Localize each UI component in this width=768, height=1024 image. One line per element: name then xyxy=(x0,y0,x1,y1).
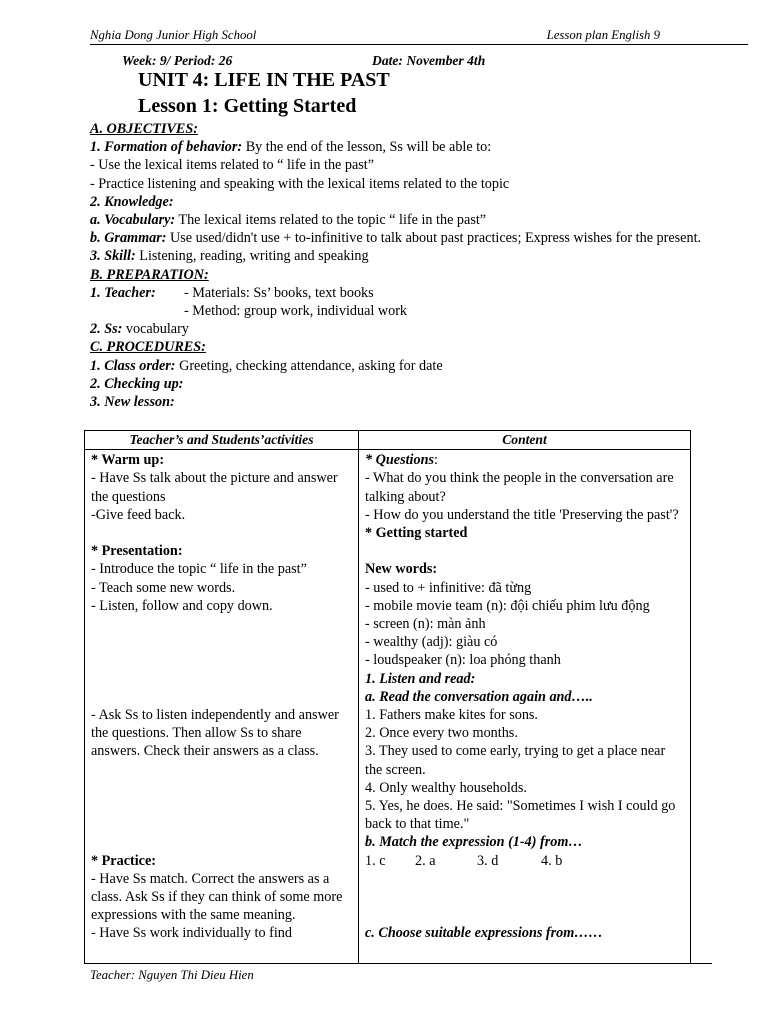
presentation-label: * Presentation: xyxy=(91,543,183,560)
behavior-text: By the end of the lesson, Ss will be able to: xyxy=(242,139,492,156)
new-word-3: - screen (n): màn ảnh xyxy=(365,616,486,633)
answer-4: 4. Only wealthy households. xyxy=(365,779,527,796)
new-lesson-label: 3. New lesson: xyxy=(90,394,175,411)
question-1: - What do you think the people in the conversation are talking about? xyxy=(365,470,674,505)
vocabulary-line xyxy=(90,211,722,229)
new-word-4: - wealthy (adj): giàu có xyxy=(365,634,498,651)
ss-prep-line xyxy=(90,320,722,338)
spacer xyxy=(365,870,685,888)
spacer xyxy=(91,651,353,669)
lesson-date: Date: November 4th xyxy=(372,53,486,68)
col-content-header: Content xyxy=(359,431,691,450)
answer-2: 2. Once every two months. xyxy=(365,725,518,742)
skill-line xyxy=(90,247,722,265)
questions-colon: : xyxy=(433,452,438,469)
answer-3: 3. They used to come early, trying to get a place near the screen. xyxy=(365,743,666,778)
new-word-1: - used to + infinitive: đã từng xyxy=(365,579,532,596)
spacer xyxy=(91,524,353,542)
spacer xyxy=(91,815,353,833)
class-order-label: 1. Class order: xyxy=(90,357,176,374)
skill-text: Listening, reading, writing and speaking xyxy=(135,248,369,265)
presentation-item-4: - Ask Ss to listen independently and answer the questions. Then allow Ss to share answers. Check their answers as a class. xyxy=(91,706,339,760)
table-header-row xyxy=(85,431,691,450)
col-activities-header: Teacher’s and Students’activities xyxy=(85,431,359,450)
presentation-item-2: - Teach some new words. xyxy=(91,579,236,596)
practice-item-2: - Have Ss work individually to find xyxy=(91,925,292,942)
teacher-name: Teacher: Nguyen Thi Dieu Hien xyxy=(90,968,254,982)
vocabulary-label: a. Vocabulary: xyxy=(90,212,176,229)
spacer xyxy=(365,542,685,560)
behavior-line xyxy=(90,138,722,156)
content-cell xyxy=(359,450,691,964)
listen-read-label: 1. Listen and read: xyxy=(365,670,476,687)
preparation-heading: B. PREPARATION: xyxy=(90,266,209,283)
teacher-method: - Method: group work, individual work xyxy=(184,303,408,320)
week-period: Week: 9/ Period: 26 xyxy=(122,53,233,68)
objective-item-2: - Practice listening and speaking with the lexical items related to the topic xyxy=(90,175,510,192)
checking-up-label: 2. Checking up: xyxy=(90,375,184,392)
warmup-item-2: -Give feed back. xyxy=(91,506,186,523)
match-label: b. Match the expression (1-4) from… xyxy=(365,834,583,851)
spacer xyxy=(91,615,353,633)
spacer xyxy=(91,797,353,815)
ss-label: 2. Ss: xyxy=(90,321,123,338)
spacer xyxy=(91,779,353,797)
activities-cell xyxy=(85,450,359,964)
spacer xyxy=(91,761,353,779)
lesson-plan-label: Lesson plan English 9 xyxy=(546,28,660,42)
ss-text: vocabulary xyxy=(122,321,189,338)
answer-5: 5. Yes, he does. He said: "Sometimes I wish I could go back to that time." xyxy=(365,798,676,833)
match-answer-4: 4. b xyxy=(541,852,563,869)
spacer xyxy=(91,633,353,651)
vocabulary-text: The lexical items related to the topic “ life in the past” xyxy=(175,212,487,229)
knowledge-label: 2. Knowledge: xyxy=(90,193,174,210)
lesson-body xyxy=(90,120,722,411)
questions-label: * Questions xyxy=(365,452,434,469)
class-order-line xyxy=(90,357,722,375)
spacer xyxy=(365,906,685,924)
match-answer-3: 3. d xyxy=(477,852,499,869)
objective-item-1: - Use the lexical items related to “ life in the past” xyxy=(90,157,375,174)
new-word-5: - loudspeaker (n): loa phóng thanh xyxy=(365,652,561,669)
match-answers xyxy=(365,852,685,870)
class-order-text: Greeting, checking attendance, asking for date xyxy=(175,357,443,374)
presentation-item-3: - Listen, follow and copy down. xyxy=(91,597,273,614)
practice-item-1: - Have Ss match. Correct the answers as a class. Ask Ss if they can think of some more expressions with the same meaning. xyxy=(91,870,343,924)
warmup-label: * Warm up: xyxy=(91,452,165,469)
unit-title: UNIT 4: LIFE IN THE PAST xyxy=(138,69,390,91)
warmup-item-1: - Have Ss talk about the picture and answer the questions xyxy=(91,470,338,505)
teacher-materials: - Materials: Ss’ books, text books xyxy=(184,284,374,301)
match-answer-1: 1. c xyxy=(365,852,386,869)
spacer xyxy=(91,670,353,688)
spacer xyxy=(91,833,353,851)
new-word-2: - mobile movie team (n): đội chiếu phim lưu động xyxy=(365,597,650,614)
question-2: - How do you understand the title 'Preserving the past'? xyxy=(365,506,679,523)
spacer xyxy=(365,888,685,906)
answer-1: 1. Fathers make kites for sons. xyxy=(365,707,538,724)
behavior-label: 1. Formation of behavior: xyxy=(90,139,243,156)
teacher-label: 1. Teacher: xyxy=(90,284,156,301)
grammar-text: Use used/didn't use + to-infinitive to talk about past practices; Express wishes for the present. xyxy=(166,230,702,247)
objectives-heading: A. OBJECTIVES: xyxy=(90,121,199,137)
spacer xyxy=(91,688,353,706)
school-name: Nghia Dong Junior High School xyxy=(90,28,257,42)
skill-label: 3. Skill: xyxy=(90,248,136,265)
page-footer xyxy=(90,963,712,984)
grammar-line xyxy=(90,229,722,247)
choose-label: c. Choose suitable expressions from…… xyxy=(365,925,603,942)
procedure-table xyxy=(84,430,691,964)
read-conversation-label: a. Read the conversation again and….. xyxy=(365,688,593,705)
teacher-prep-line-2 xyxy=(90,302,722,320)
presentation-item-1: - Introduce the topic “ life in the past” xyxy=(91,561,307,578)
getting-started-label: * Getting started xyxy=(365,525,468,542)
page-header xyxy=(90,26,748,45)
questions-line xyxy=(365,451,685,469)
match-answer-2: 2. a xyxy=(415,852,436,869)
table-row xyxy=(85,450,691,964)
practice-label: * Practice: xyxy=(91,852,156,869)
teacher-prep-line-1 xyxy=(90,284,722,302)
grammar-label: b. Grammar: xyxy=(90,230,167,247)
procedures-heading: C. PROCEDURES: xyxy=(90,339,206,356)
new-words-label: New words: xyxy=(365,561,438,578)
lesson-title: Lesson 1: Getting Started xyxy=(138,95,357,117)
